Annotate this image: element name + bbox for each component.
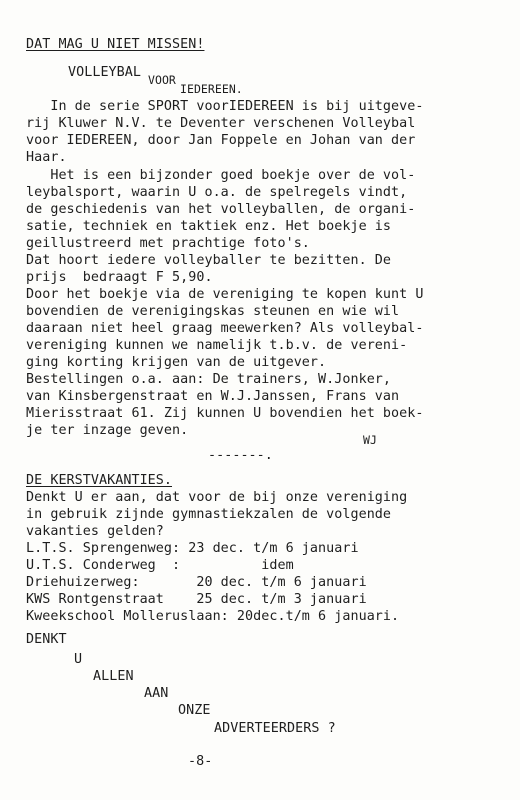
article-subtitle-part-3: IEDEREEN. (180, 82, 243, 96)
body-line: geillustreerd met prachtige foto's. (26, 236, 310, 251)
body-line: je ter inzage geven. (26, 423, 189, 438)
body-line: vakanties gelden? (26, 524, 164, 539)
schedule-line: Kweekschool Molleruslaan: 20dec.t/m 6 januari. (26, 609, 400, 624)
body-line: Haar. (26, 150, 67, 165)
article-heading: DAT MAG U NIET MISSEN! (26, 37, 205, 52)
article-subtitle-part-2: VOOR (148, 73, 176, 87)
body-line: prijs bedraagt F 5,90. (26, 270, 213, 285)
closing-word: ADVERTEERDERS ? (214, 721, 336, 736)
article-subtitle-part-1: VOLLEYBAL (68, 65, 142, 80)
body-line: de geschiedenis van het volleyballen, de organi- (26, 202, 416, 217)
body-line: leybalsport, waarin U o.a. de spelregels vindt, (26, 185, 408, 200)
body-line: ging korting krijgen van de uitgever. (26, 355, 327, 370)
author-signature: WJ (363, 433, 377, 447)
schedule-line: Driehuizerweg: 20 dec. t/m 6 januari (26, 575, 367, 590)
body-line: satie, techniek en taktiek enz. Het boekje is (26, 219, 392, 234)
closing-word: DENKT (26, 632, 67, 647)
body-line: rij Kluwer N.V. te Deventer verschenen Volleybal (26, 116, 416, 131)
page-number: -8- (188, 754, 213, 769)
body-line: Dat hoort iedere volleyballer te bezitten. De (26, 253, 392, 268)
schedule-line: KWS Rontgenstraat 25 dec. t/m 3 januari (26, 592, 367, 607)
body-line: Het is een bijzonder goed boekje over de vol- (26, 168, 416, 183)
closing-word: U (74, 652, 83, 667)
body-line: daaraan niet heel graag meewerken? Als volleybal- (26, 321, 424, 336)
body-line: Mierisstraat 61. Zij kunnen U bovendien het boek- (26, 406, 424, 421)
body-line: Bestellingen o.a. aan: De trainers, W.Jonker, (26, 372, 392, 387)
closing-word: ONZE (178, 703, 211, 718)
body-line: vereniging kunnen we namelijk t.b.v. de vereni- (26, 338, 408, 353)
body-line: voor IEDEREEN, door Jan Foppele en Johan van der (26, 133, 416, 148)
body-line: In de serie SPORT voorIEDEREEN is bij uitgeve- (26, 99, 424, 114)
schedule-line: L.T.S. Sprengenweg: 23 dec. t/m 6 januari (26, 541, 359, 556)
schedule-line: U.T.S. Conderweg : idem (26, 558, 294, 573)
body-line: Door het boekje via de vereniging te kopen kunt U (26, 287, 424, 302)
article-heading: DE KERSTVAKANTIES. (26, 473, 173, 488)
section-separator: -------. (208, 448, 273, 463)
closing-word: ALLEN (93, 669, 134, 684)
body-line: Denkt U er aan, dat voor de bij onze vereniging (26, 490, 408, 505)
body-line: bovendien de verenigingskas steunen en wie wil (26, 304, 400, 319)
body-line: in gebruik zijnde gymnastiekzalen de volgende (26, 507, 392, 522)
closing-word: AAN (144, 686, 169, 701)
body-line: van Kinsbergenstraat en W.J.Janssen, Frans van (26, 389, 400, 404)
